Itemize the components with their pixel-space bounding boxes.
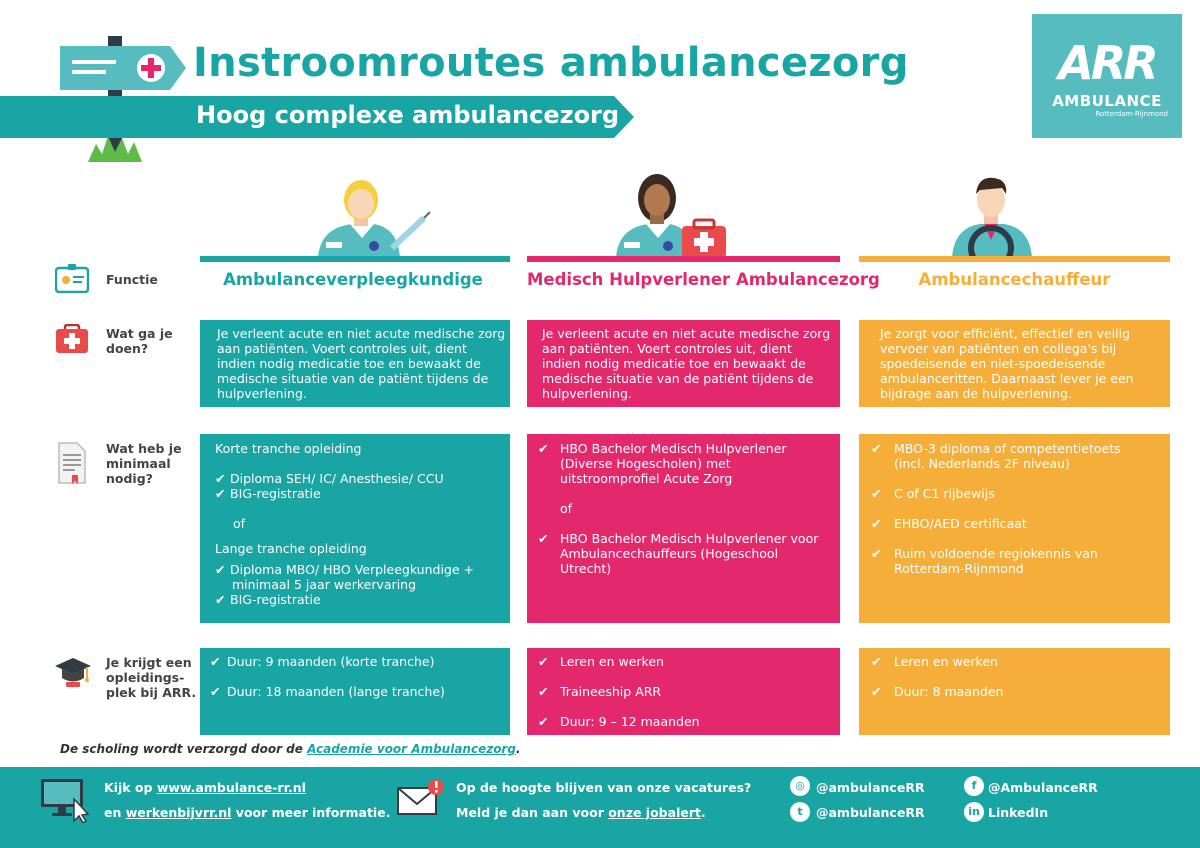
list-item: ✔ EHBO/AED certificaat	[871, 516, 1027, 531]
document-icon	[58, 442, 86, 484]
check-icon: ✔	[210, 684, 221, 699]
check-icon: ✔	[871, 486, 882, 501]
graduation-cap-icon	[54, 655, 92, 689]
mail-alert-icon	[396, 778, 446, 818]
column-title-paramedic: Medisch Hulpverlener Ambulancezorg	[527, 270, 880, 289]
twitter-handle[interactable]: @ambulanceRR	[816, 805, 925, 820]
check-icon: ✔	[538, 684, 549, 699]
list-item: ✔ BIG-registratie	[215, 592, 321, 607]
list-item: ✔ C of C1 rijbewijs	[871, 486, 995, 501]
box-nurse-opleiding	[200, 648, 510, 735]
column-bar-paramedic	[527, 256, 840, 262]
check-icon: ✔	[538, 441, 549, 456]
logo-brand: ARR	[1058, 36, 1156, 90]
list-item: ✔ HBO Bachelor Medisch Hulpverlener	[538, 441, 787, 456]
arr-logo[interactable]	[1032, 14, 1182, 138]
box-paramedic-opleiding	[527, 648, 840, 735]
check-icon: ✔	[215, 562, 226, 577]
website-link[interactable]: www.ambulance-rr.nl	[156, 780, 306, 795]
first-aid-kit-icon	[55, 324, 89, 354]
twitter-icon[interactable]: t	[790, 802, 810, 822]
academy-note: De scholing wordt verzorgd door de Academie voor Ambulancezorg.	[60, 742, 521, 756]
driver-illustration	[950, 170, 1034, 258]
nurse-illustration	[312, 172, 432, 258]
box-driver-opleiding	[859, 648, 1170, 735]
column-bar-driver	[859, 256, 1170, 262]
list-item: ✔ Duur: 9 – 12 maanden	[538, 714, 700, 729]
jobalert-link[interactable]: onze jobalert	[608, 805, 701, 820]
box-paramedic-nodig: ✔ HBO Bachelor Medisch Hulpverlener (Diverse Hogescholen) met uitstroomprofiel Acute Zorg of ✔ HBO Bachelor Medisch Hulpverlener voor Ambulancechauffeurs (Hogeschool Utrecht)	[527, 434, 840, 623]
logo-line1: AMBULANCE	[1052, 92, 1162, 110]
box-paramedic-doen: Je verleent acute en niet acute medische zorg aan patiënten. Voert controles uit, dient indien nodig medicatie toe en bewaakt de medische situatie van de patiënt tijdens de hulpverlening.	[527, 320, 840, 407]
werkenbij-link[interactable]: werkenbijvrr.nl	[125, 805, 232, 820]
check-icon: ✔	[215, 471, 226, 486]
box-driver-doen: Je zorgt voor efficiënt, effectief en veilig vervoer van patiënten en collega's bij spoedeisende en niet-spoedeisende ambulanceritten. Daarnaast lever je een bijdrage aan de hulpverlening.	[859, 320, 1170, 407]
footer-website-line1: Kijk op www.ambulance-rr.nl	[104, 780, 306, 795]
row-label-functie: Functie	[106, 272, 158, 287]
instagram-handle[interactable]: @ambulanceRR	[816, 780, 925, 795]
linkedin-icon[interactable]: in	[964, 802, 984, 822]
id-badge-icon	[55, 263, 89, 293]
footer-vacatures-line2: Meld je dan aan voor onze jobalert.	[456, 805, 706, 820]
list-item: ✔ Duur: 8 maanden	[871, 684, 1004, 699]
check-icon: ✔	[871, 654, 882, 669]
column-title-nurse: Ambulanceverpleegkundige	[223, 270, 483, 289]
check-icon: ✔	[538, 654, 549, 669]
academy-link[interactable]: Academie voor Ambulancezorg	[307, 742, 516, 756]
facebook-icon[interactable]: f	[964, 776, 984, 796]
list-item: ✔ Duur: 9 maanden (korte tranche)	[210, 654, 435, 669]
list-item: ✔ HBO Bachelor Medisch Hulpverlener voor	[538, 531, 819, 546]
box-nurse-nodig: Korte tranche opleiding ✔ Diploma SEH/ IC/ Anesthesie/ CCU ✔ BIG-registratie of Lange tranche opleiding ✔ Diploma MBO/ HBO Verpleegkundige + minimaal 5 jaar werkervaring ✔ BIG-registratie	[200, 434, 510, 623]
column-bar-nurse	[200, 256, 510, 262]
check-icon: ✔	[871, 684, 882, 699]
check-icon: ✔	[871, 516, 882, 531]
row-label-minimaal: Wat heb je minimaal nodig?	[106, 441, 182, 486]
list-item: ✔ Diploma MBO/ HBO Verpleegkundige +	[215, 562, 475, 577]
check-icon: ✔	[210, 654, 221, 669]
list-item: ✔ BIG-registratie	[215, 486, 321, 501]
check-icon: ✔	[538, 531, 549, 546]
list-item: ✔ Leren en werken	[871, 654, 998, 669]
list-item: ✔ Ruim voldoende regiokennis van	[871, 546, 1098, 561]
paramedic-illustration	[612, 170, 732, 258]
row-label-wat-doen: Wat ga je doen?	[106, 326, 173, 356]
linkedin-handle[interactable]: LinkedIn	[988, 805, 1049, 820]
page-title: Instroomroutes ambulancezorg	[193, 40, 909, 86]
check-icon: ✔	[215, 592, 226, 607]
computer-monitor-icon	[40, 777, 92, 823]
footer-website-line2: en werkenbijvrr.nl voor meer informatie.	[104, 805, 391, 820]
list-item: ✔ Leren en werken	[538, 654, 664, 669]
check-icon: ✔	[871, 441, 882, 456]
box-nurse-doen: Je verleent acute en niet acute medische zorg aan patiënten. Voert controles uit, dient indien nodig medicatie toe en bewaakt de medische situatie van de patiënt tijdens de hulpverlening.	[200, 320, 510, 407]
logo-line2: Rotterdam-Rijnmond	[1095, 110, 1168, 118]
list-item: ✔ Diploma SEH/ IC/ Anesthesie/ CCU	[215, 471, 444, 486]
footer-vacatures-line1: Op de hoogte blijven van onze vacatures?	[456, 780, 752, 795]
instagram-icon[interactable]: ◎	[790, 776, 810, 796]
list-item: ✔ Duur: 18 maanden (lange tranche)	[210, 684, 445, 699]
row-label-opleiding: Je krijgt een opleidings- plek bij ARR.	[106, 655, 197, 700]
check-icon: ✔	[538, 714, 549, 729]
column-title-driver: Ambulancechauffeur	[918, 270, 1111, 289]
box-driver-nodig: ✔ MBO-3 diploma of competentietoets (incl. Nederlands 2F niveau) ✔ C of C1 rijbewijs ✔ EHBO/AED certificaat ✔ Ruim voldoende regiokennis van Rotterdam-Rijnmond	[859, 434, 1170, 623]
page-subtitle: Hoog complexe ambulancezorg	[196, 101, 620, 129]
list-item: ✔ MBO-3 diploma of competentietoets	[871, 441, 1121, 456]
check-icon: ✔	[215, 486, 226, 501]
check-icon: ✔	[871, 546, 882, 561]
list-item: ✔ Traineeship ARR	[538, 684, 662, 699]
facebook-handle[interactable]: @AmbulanceRR	[988, 780, 1098, 795]
